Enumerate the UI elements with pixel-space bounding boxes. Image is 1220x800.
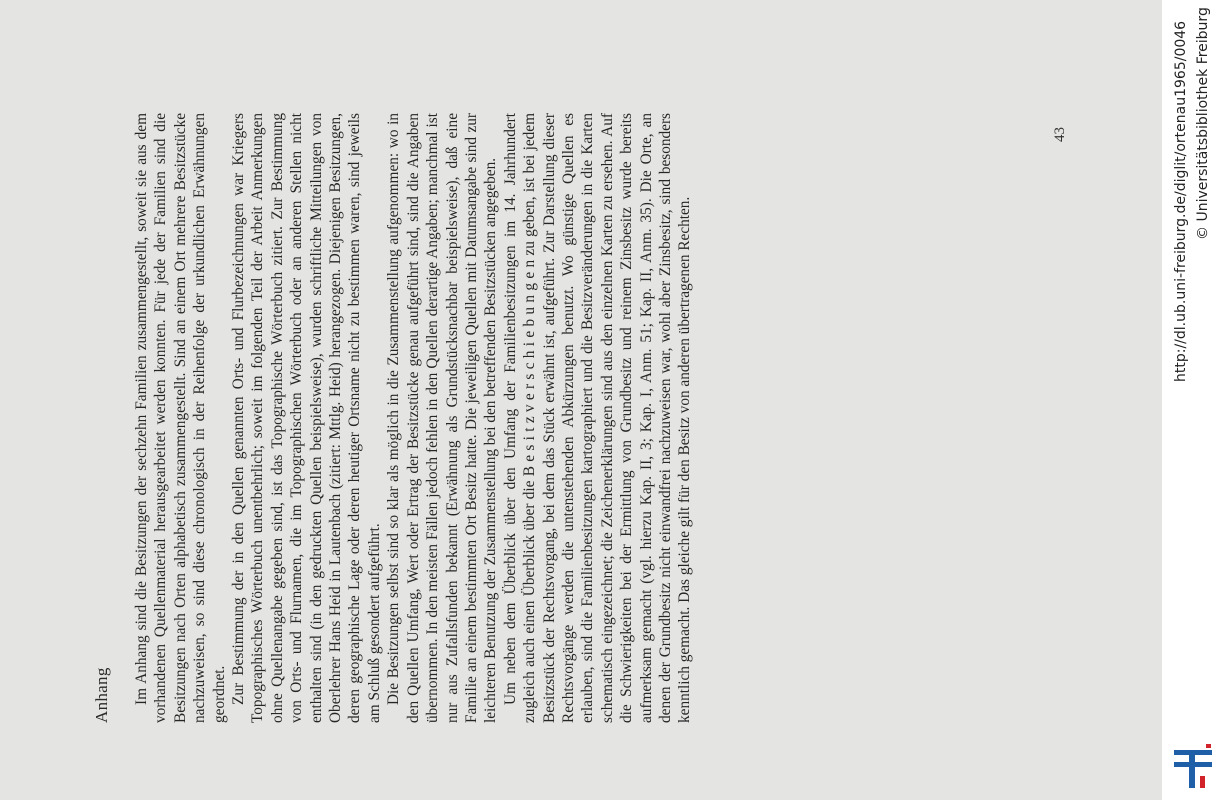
paragraph-4: Um neben dem Überblick über den Umfang der Familienbesitzungen im 14. Jahrhundert zugleich auch einen Überblick über die B e s i t z v e r s c h i e b u n g e n zu geben, ist bei jedem Besitzstück der Rechtsvorgang, bei dem das Stück erwähnt ist, aufgeführt. Zur Darstellung dieser Rechtsvorgänge werden die untenstehenden Abkürzungen benutzt. Wo günstige Quellen es erlauben, sind die Familienbesitzungen kartographiert und die Besitzveränderungen in die Karten schematisch eingezeichnet; die Zeichenerklärungen sind aus den einzelnen Karten zu ersehen. Auf die Schwierigkeiten bei der Ermittlung von Grundbesitz und reinem Zinsbesitz wurde bereits aufmerksam gemacht (vgl. hierzu Kap. II, 3; Kap. I, Anm. 51; Kap. II, Anm. 35). Die Orte, an denen der Grundbesitz nicht einwandfrei nachzuweisen war, wohl aber Zinsbesitz, sind besonders kenntlich gemacht. Das gleiche gilt für den Besitz von anderen übertragenen Rechten. [501, 113, 694, 723]
logo-red-mark [1200, 776, 1205, 788]
section-heading: Anhang [92, 667, 111, 723]
logo-red-mark-2 [1206, 744, 1211, 748]
watermark-url[interactable]: http://dl.ub.uni-freiburg.de/diglit/ortenau1965/0046 [1173, 20, 1189, 382]
library-logo-icon [1170, 742, 1216, 792]
watermark-strip [1162, 0, 1220, 800]
paragraph-3: Die Besitzungen selbst sind so klar als möglich in die Zusammenstellung aufgenommen: wo in den Quellen Umfang, Wert oder Ertrag der Besitzstücke genau aufgeführt sind, sind die Angaben übernommen. In den meisten Fällen jedoch fehlen in den Quellen derartige Angaben; manchmal ist nur aus Zufallsfunden bekannt (Erwähnung als Grundstücksnachbar beispielsweise), daß eine Familie an einem bestimmten Ort Besitz hatte. Die jeweiligen Quellen mit Datumsangabe sind zur leichteren Benutzung der Zusammenstellung bei den betreffenden Besitzstücken angegeben. [385, 113, 500, 723]
page-number: 43 [1052, 127, 1068, 142]
paragraph-2: Zur Bestimmung der in den Quellen genannten Orts- und Flurbezeichnungen war Kriegers Topographisches Wörterbuch unentbehrlich; soweit im folgenden Teil der Arbeit Anmerkungen ohne Quellenangabe gegeben sind, ist das Topographische Wörterbuch zitiert. Zur Bestimmung von Orts- und Flurnamen, die im Topographischen Wörterbuch oder an anderen Stellen nicht enthalten sind (in den gedruckten Quellen beispielsweise), wurden schriftliche Mitteilungen von Oberlehrer Hans Heid in Lautenbach (zitiert: Mttlg. Heid) herangezogen. Diejenigen Besitzungen, deren geographische Lage oder deren heutiger Ortsname nicht zu bestimmen waren, sind jeweils am Schluß gesondert aufgeführt. [230, 113, 383, 723]
body-text [132, 113, 695, 723]
watermark-copyright: © Universitätsbibliothek Freiburg [1195, 7, 1211, 240]
logo-blue-stem [1189, 750, 1195, 788]
paragraph-1: Im Anhang sind die Besitzungen der sechzehn Familien zusammengestellt, soweit sie aus dem vorhandenen Quellenmaterial herausgearbeitet werden konnten. Für jede der Familien sind die Besitzungen nach Orten alphabetisch zusammengestellt. Sind an einem Ort mehrere Besitzstücke nachzuweisen, so sind diese chronologisch in der Reihenfolge der urkundlichen Erwähnungen geordnet. [133, 113, 228, 723]
